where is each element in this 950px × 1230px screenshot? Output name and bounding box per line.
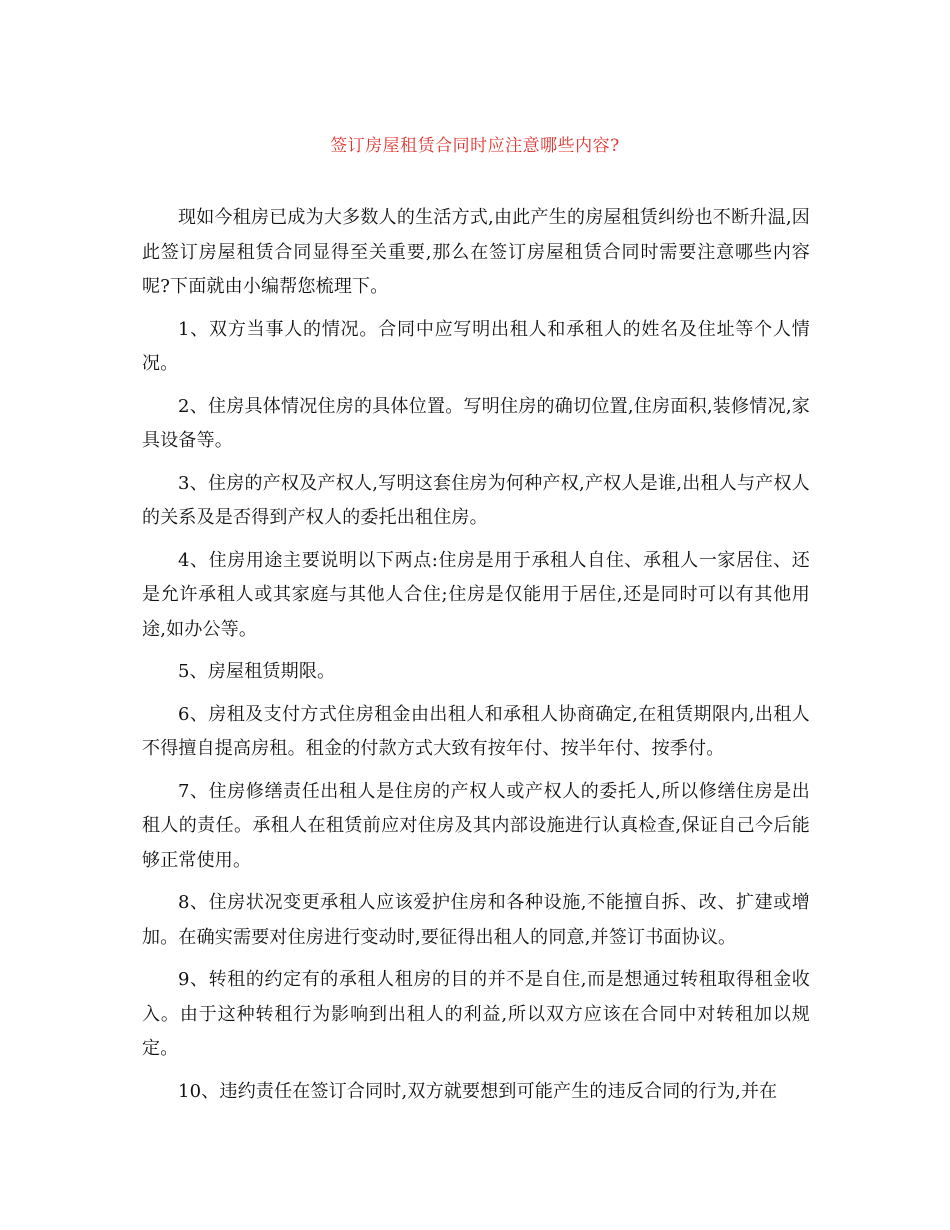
paragraph-item-10: 10、违约责任在签订合同时,双方就要想到可能产生的违反合同的行为,并在 [178,1080,778,1102]
document-body [142,201,810,1117]
document-title: 签订房屋租赁合同时应注意哪些内容? [330,136,620,156]
paragraph-item-7: 7、住房修缮责任出租人是住房的产权人或产权人的委托人,所以修缮住房是出租人的责任。承租人在租赁前应对住房及其内部设施进行认真检查,保证自己今后能够正常使用。 [142,780,810,871]
paragraph-item-5: 5、房屋租赁期限。 [178,661,336,682]
intro-paragraph: 现如今租房已成为大多数人的生活方式,由此产生的房屋租赁纠纷也不断升温,因此签订房屋租赁合同显得至关重要,那么在签订房屋租赁合同时需要注意哪些内容呢?下面就由小编帮您梳理下。 [142,207,810,297]
paragraph-item-1: 1、双方当事人的情况。合同中应写明出租人和承租人的姓名及住址等个人情况。 [142,318,810,374]
paragraph-item-9: 9、转租的约定有的承租人租房的目的并不是自住,而是想通过转租取得租金收入。由于这种转租行为影响到出租人的利益,所以双方应该在合同中对转租加以规定。 [142,969,810,1059]
paragraph-item-3: 3、住房的产权及产权人,写明这套住房为何种产权,产权人是谁,出租人与产权人的关系及是否得到产权人的委托出租住房。 [142,472,810,528]
paragraph-item-2: 2、住房具体情况住房的具体位置。写明住房的确切位置,住房面积,装修情况,家具设备等。 [142,395,810,451]
paragraph-item-6: 6、房租及支付方式住房租金由出租人和承租人协商确定,在租赁期限内,出租人不得擅自提高房租。租金的付款方式大致有按年付、按半年付、按季付。 [142,703,810,759]
paragraph-item-4: 4、住房用途主要说明以下两点:住房是用于承租人自住、承租人一家居住、还是允许承租人或其家庭与其他人合住;住房是仅能用于居住,还是同时可以有其他用途,如办公等。 [142,549,810,640]
paragraph-item-8: 8、住房状况变更承租人应该爱护住房和各种设施,不能擅自拆、改、扩建或增加。在确实需要对住房进行变动时,要征得出租人的同意,并签订书面协议。 [142,892,810,948]
